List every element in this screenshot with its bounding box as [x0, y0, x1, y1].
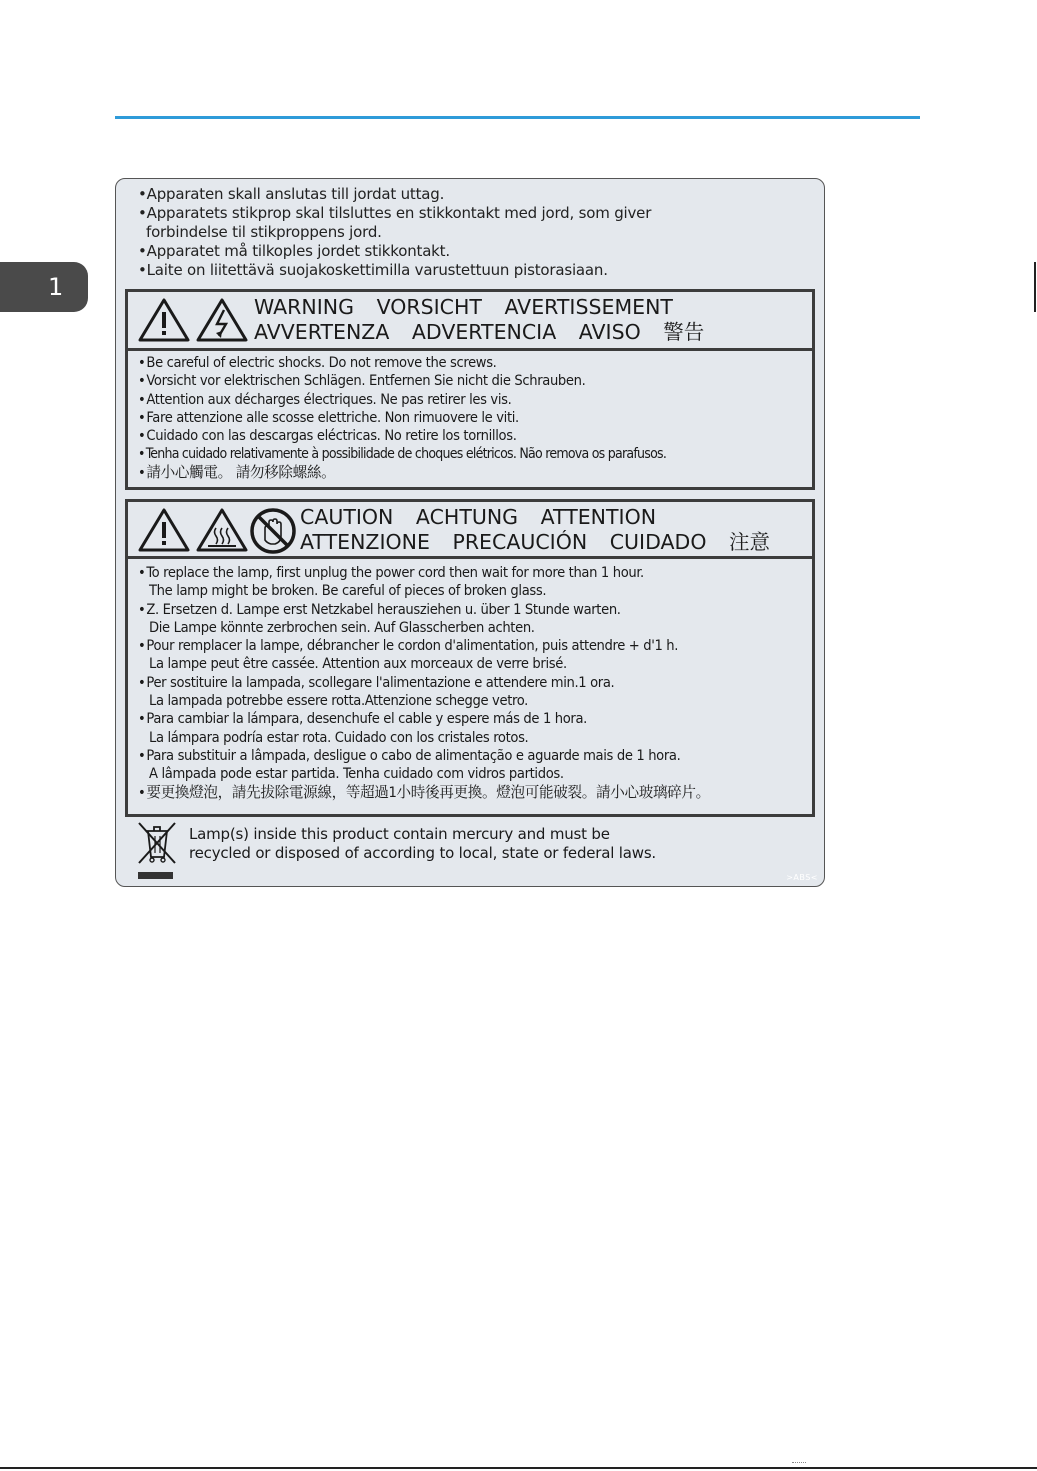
caution-line: La lampe peut être cassée. Attention aux morceaux de verre brisé.	[149, 655, 567, 673]
notice-line: •Apparatet må tilkoples jordet stikkontakt.	[138, 242, 450, 260]
caution-heading-line	[300, 505, 786, 530]
warning-line: • Tenha cuidado relativamente à possibilidade de choques elétricos. Não remova os parafusos.	[138, 445, 812, 463]
heading-word: 警告	[663, 320, 705, 344]
heading-word: CAUTION	[300, 505, 394, 529]
hot-surface-icon	[198, 510, 246, 550]
warning-header	[128, 292, 812, 351]
caution-line: • Para substituir a lâmpada, desligue o cabo de alimentação e aguarde mais de 1 hora.	[138, 747, 812, 765]
warning-line: • 請小心觸電。 請勿移除螺絲。	[138, 464, 812, 482]
heading-word: ATTENZIONE	[300, 530, 430, 554]
notice-line: forbindelse til stikproppens jord.	[146, 223, 382, 241]
disposal-line: Lamp(s) inside this product contain mercury and must be	[189, 825, 610, 843]
warning-triangle-icon	[140, 300, 188, 340]
safety-label	[115, 178, 825, 887]
heading-word: AVVERTENZA	[254, 320, 390, 344]
warning-line: • Fare attenzione alle scosse elettriche. Non rimuovere le viti.	[138, 409, 812, 427]
warning-heading-line	[254, 320, 720, 345]
heading-word: AVISO	[578, 320, 641, 344]
caution-heading-line	[300, 530, 786, 555]
caution-line: La lampada potrebbe essere rotta.Attenzione schegge vetro.	[149, 692, 528, 710]
caution-line: Die Lampe könnte zerbrochen sein. Auf Glasscherben achten.	[149, 618, 535, 636]
caution-box	[125, 499, 815, 817]
warning-line: • Cuidado con las descargas eléctricas. No retire los tornillos.	[138, 427, 812, 445]
heading-word: VORSICHT	[376, 295, 482, 319]
warning-triangle-icon	[140, 510, 188, 550]
chapter-tab: 1	[0, 262, 88, 312]
warning-text	[128, 351, 812, 482]
caution-line: The lamp might be broken. Be careful of pieces of broken glass.	[149, 582, 547, 600]
caution-line: La lámpara podría estar rota. Cuidado con los cristales rotos.	[149, 728, 529, 746]
warning-heading-line	[254, 295, 720, 320]
footer-mark	[792, 1462, 806, 1466]
caution-text	[128, 559, 812, 802]
no-touch-icon	[252, 510, 294, 552]
heading-word: 注意	[728, 530, 770, 554]
heading-word: ADVERTENCIA	[411, 320, 557, 344]
mercury-disposal-notice	[189, 825, 656, 863]
header-rule	[115, 116, 920, 119]
caution-line: • Pour remplacer la lampe, débrancher le cordon d'alimentation, puis attendre + d'1 h.	[138, 637, 812, 655]
notice-line: •Apparaten skall anslutas till jordat uttag.	[138, 185, 445, 203]
electric-shock-icon	[198, 300, 246, 340]
weee-bar	[138, 872, 173, 879]
caution-line: • Z. Ersetzen d. Lampe erst Netzkabel herausziehen u. über 1 Stunde warten.	[138, 601, 812, 619]
caution-line: A lâmpada pode estar partida. Tenha cuidado com vidros partidos.	[149, 765, 564, 783]
material-mark: >ABS<	[786, 873, 818, 882]
heading-word: AVERTISSEMENT	[504, 295, 673, 319]
caution-heading	[300, 505, 786, 555]
notice-line: •Laite on liitettävä suojakoskettimilla varustettuun pistorasiaan.	[138, 261, 608, 279]
warning-icons	[138, 296, 250, 348]
warning-line: • Attention aux décharges électriques. Ne pas retirer les vis.	[138, 391, 812, 409]
caution-header	[128, 502, 812, 559]
grounding-notices	[138, 185, 651, 280]
warning-line: • Be careful of electric shocks. Do not remove the screws.	[138, 354, 812, 372]
warning-box	[125, 289, 815, 490]
notice-line: •Apparatets stikprop skal tilsluttes en stikkontakt med jord, som giver	[138, 204, 652, 222]
heading-word: CUIDADO	[609, 530, 707, 554]
caution-icons	[138, 506, 298, 558]
warning-line: • Vorsicht vor elektrischen Schlägen. Entfernen Sie nicht die Schrauben.	[138, 372, 812, 390]
footer-rule	[0, 1467, 1037, 1469]
heading-word: ACHTUNG	[415, 505, 519, 529]
heading-word: WARNING	[254, 295, 355, 319]
caution-line: • Per sostituire la lampada, scollegare l'alimentazione e attendere min.1 ora.	[138, 674, 812, 692]
weee-bin-icon	[136, 821, 178, 869]
caution-line: • 要更換燈泡，請先拔除電源線，等超過1小時後再更換。燈泡可能破裂。請小心玻璃碎片。	[138, 784, 812, 802]
caution-line: • Para cambiar la lámpara, desenchufe el cable y espere más de 1 hora.	[138, 710, 812, 728]
warning-heading	[254, 295, 720, 345]
heading-word: ATTENTION	[540, 505, 657, 529]
caution-line: • To replace the lamp, first unplug the power cord then wait for more than 1 hour.	[138, 564, 812, 582]
heading-word: PRECAUCIÓN	[452, 530, 588, 554]
disposal-line: recycled or disposed of according to local, state or federal laws.	[189, 844, 657, 862]
page-edge-mark	[1034, 262, 1036, 312]
